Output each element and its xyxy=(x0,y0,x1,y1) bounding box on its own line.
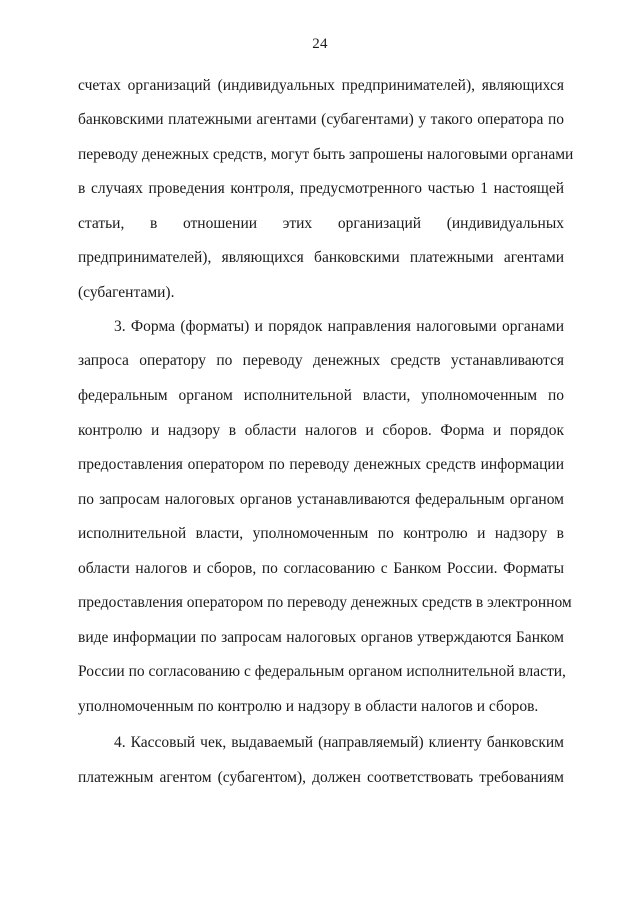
text-line: России по согласованию с федеральным органом исполнительной власти, xyxy=(78,663,566,680)
text-line: федеральным органом исполнительной власти, уполномоченным по xyxy=(78,387,564,404)
text-line: 4. Кассовый чек, выдаваемый (направляемый) клиенту банковским xyxy=(114,734,564,751)
text-line: статьи, в отношении этих организаций (индивидуальных xyxy=(78,215,564,232)
page-number: 24 xyxy=(312,36,328,52)
text-line: (субагентами). xyxy=(78,284,175,301)
text-line: виде информации по запросам налоговых органов утверждаются Банком xyxy=(78,629,564,646)
text-line: исполнительной власти, уполномоченным по контролю и надзору в xyxy=(78,525,564,542)
text-line: предоставления оператором по переводу денежных средств информации xyxy=(78,456,564,473)
text-line: предпринимателей), являющихся банковскими платежными агентами xyxy=(78,249,564,266)
text-line: по запросам налоговых органов устанавливаются федеральным органом xyxy=(78,491,564,508)
text-line: предоставления оператором по переводу денежных средств в электронном xyxy=(78,594,572,611)
text-line: в случаях проведения контроля, предусмотренного частью 1 настоящей xyxy=(78,180,564,197)
text-line: платежным агентом (субагентом), должен соответствовать требованиям xyxy=(78,769,564,786)
text-line: области налогов и сборов, по согласованию с Банком России. Форматы xyxy=(78,560,564,577)
text-line: уполномоченным по контролю и надзору в области налогов и сборов. xyxy=(78,698,539,715)
text-line: запроса оператору по переводу денежных средств устанавливаются xyxy=(78,352,564,369)
text-line: переводу денежных средств, могут быть запрошены налоговыми органами xyxy=(78,146,574,163)
text-line: 3. Форма (форматы) и порядок направления налоговыми органами xyxy=(114,318,564,335)
text-line: банковскими платежными агентами (субагентами) у такого оператора по xyxy=(78,111,564,128)
text-line: счетах организаций (индивидуальных предпринимателей), являющихся xyxy=(78,77,564,94)
text-line: контролю и надзору в области налогов и сборов. Форма и порядок xyxy=(78,422,564,439)
